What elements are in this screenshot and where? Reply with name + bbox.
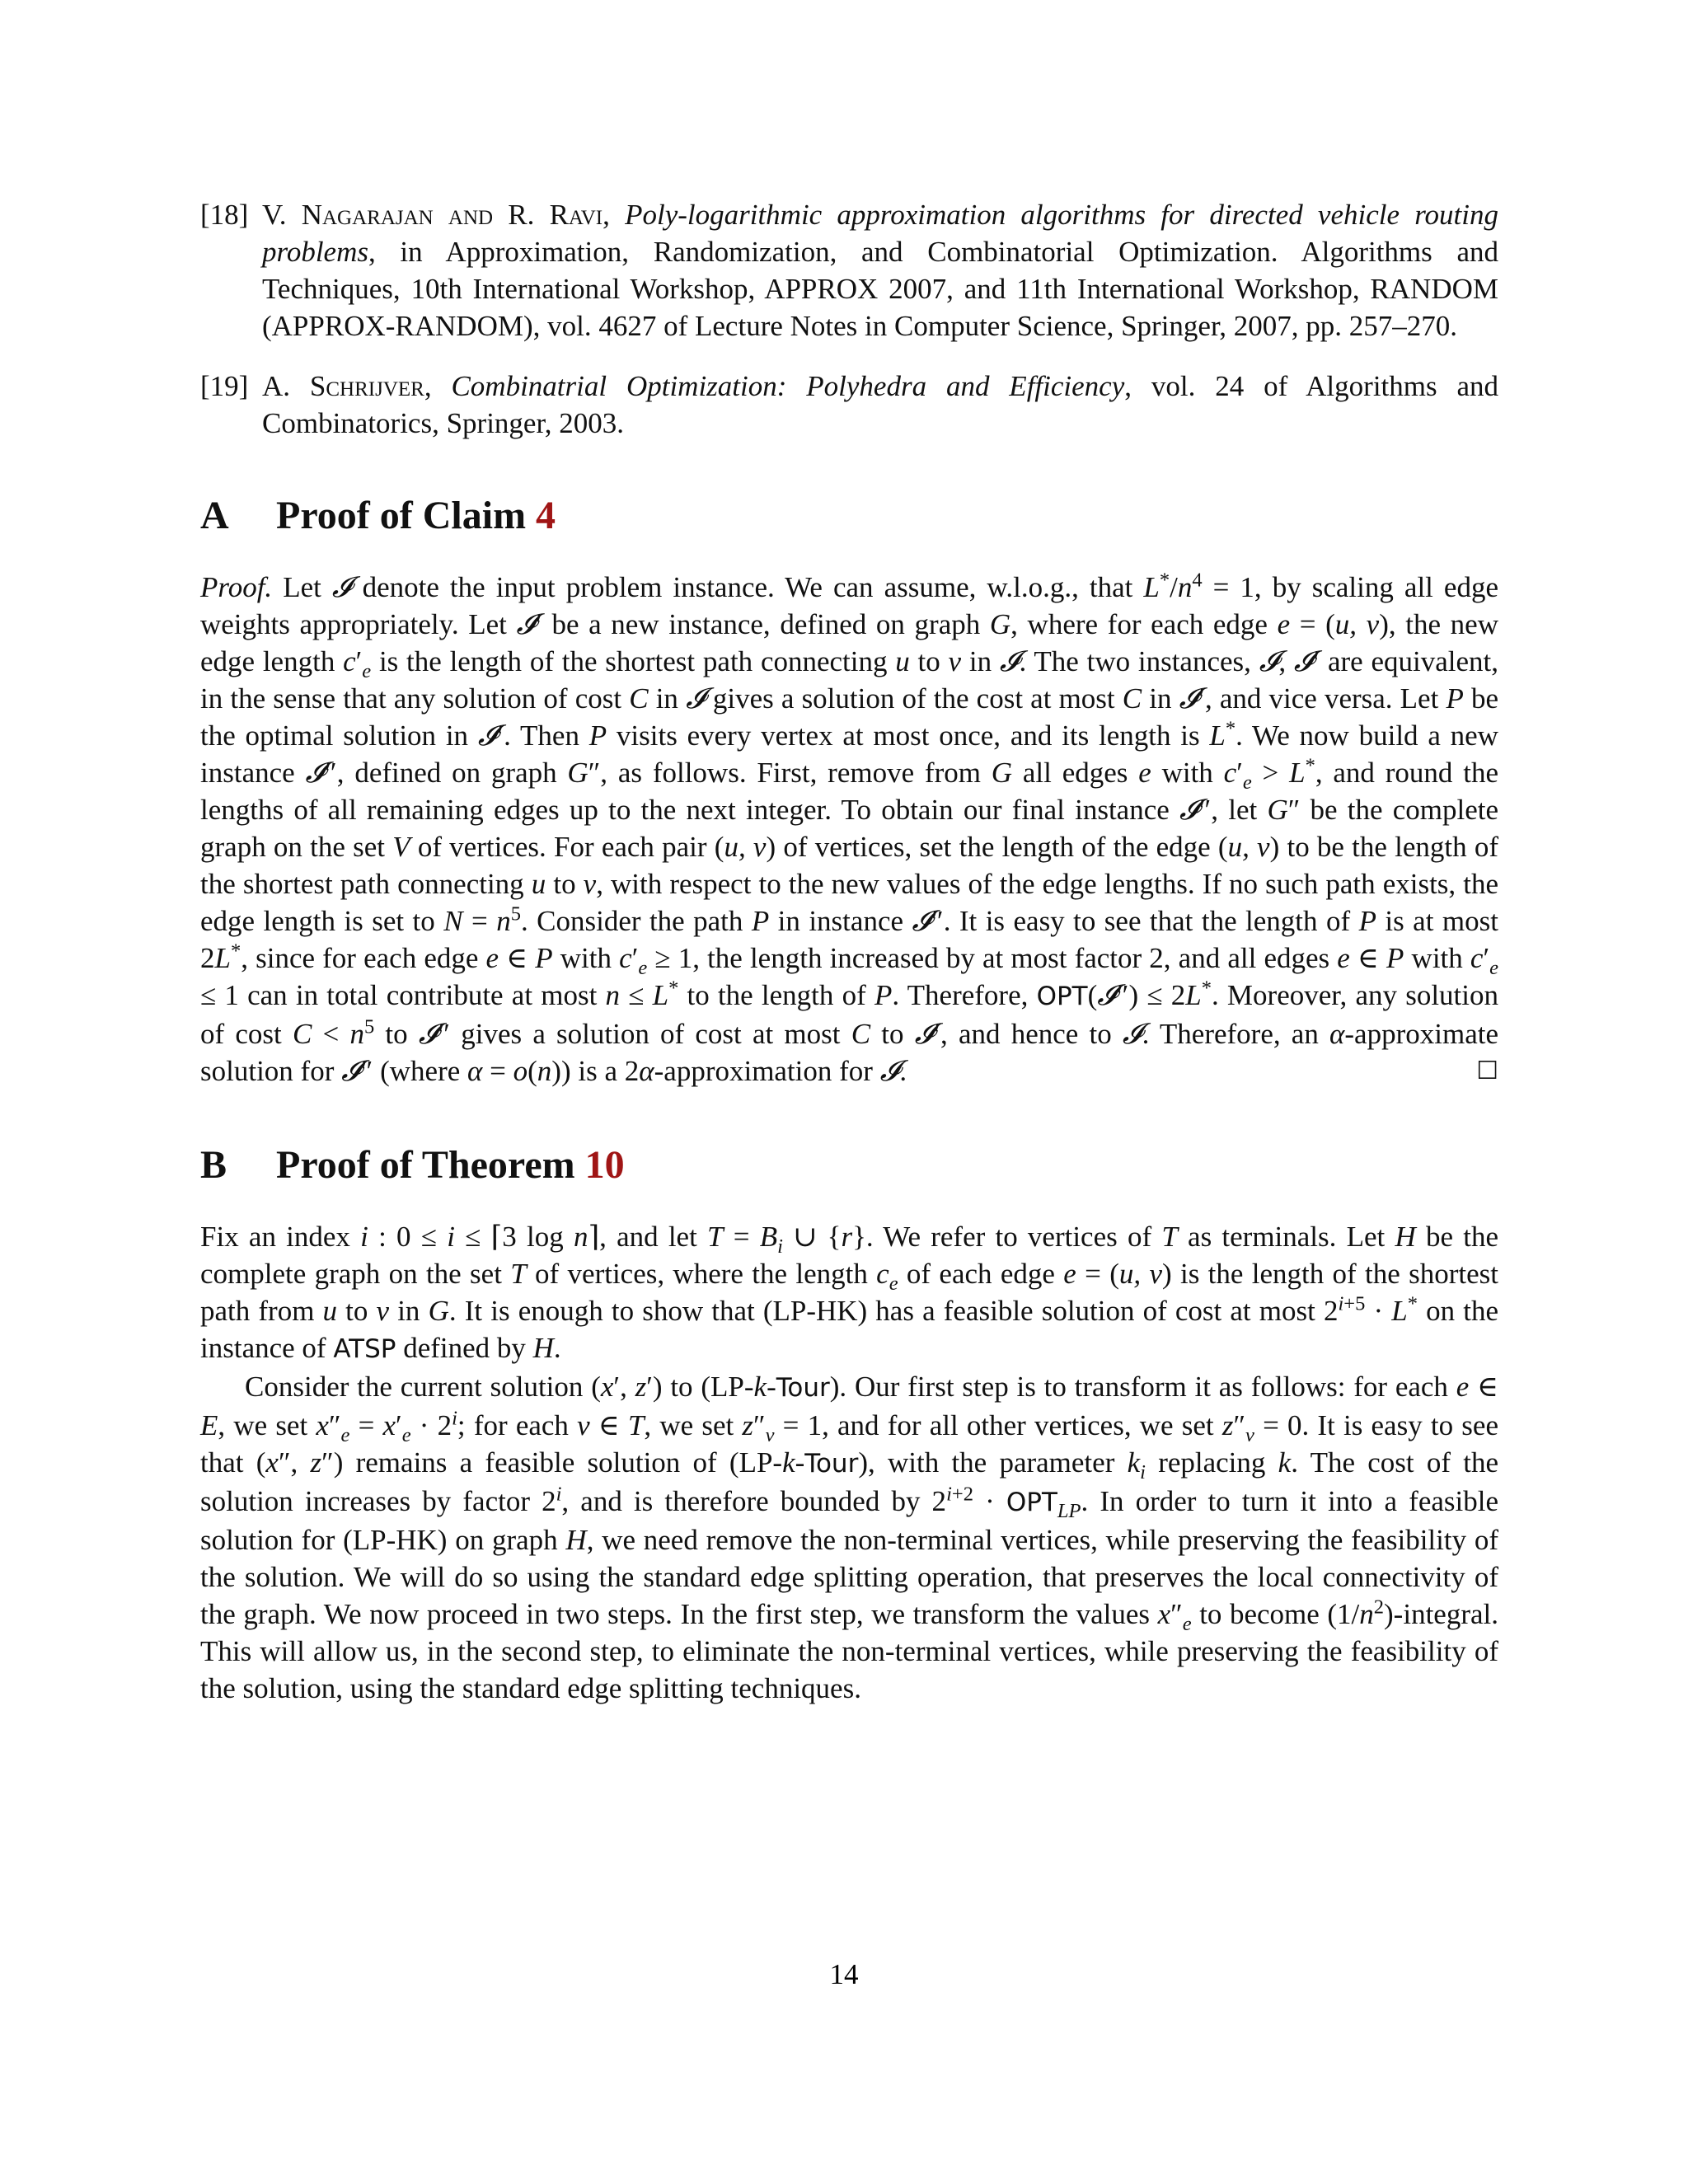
qed-box-icon: ☐: [1476, 1057, 1498, 1085]
reference-title: Poly-logarithmic approximation algorithms for directed vehicle routing problems: [262, 199, 1498, 268]
reference-venue: , vol. 24 of Algorithms and Combinatorics, Springer, 2003.: [262, 370, 1499, 439]
reference-number: [18]: [200, 199, 249, 231]
section-b-paragraph-2: Consider the current solution (x′, z′) to (LP-k-Tour). Our first step is to transform it as follows: for each e ∈ E, we set $x''_e = x'_e \cdot 2^i$; for each v ∈ T, we set $z''_v = 1$, and for all other vertices, we set $z''_v = 0$. It is easy to see that (x″, z″) remains a feasible solution of (LP-k-Tour), with the parameter $k_i$ replacing k. The cost of the solution increases by factor 2$^i$, and is therefore bounded by $2^{i+2} \cdot OPT_{LP}$. In order to turn it into a feasible solution for (LP-HK) on graph H, we need remove the non-terminal vertices, while preserving the feasibility of the solution. We will do so using the standard edge splitting operation, that preserves the local connectivity of the graph. We now proceed in two steps. In the first step, we transform the values $x''_e$ to become $(1/n^2)$-integral. This will allow us, in the second step, to eliminate the non-terminal vertices, while preserving the feasibility of the solution, using the standard edge splitting techniques.: [200, 1371, 1499, 1704]
section-letter: A: [200, 494, 229, 537]
proof-label: Proof.: [200, 571, 273, 603]
reference-title: Combinatrial Optimization: Polyhedra and Efficiency: [451, 370, 1125, 402]
section-b-heading: [200, 1142, 1498, 1188]
claim-link[interactable]: 4: [536, 494, 556, 537]
reference-authors: V. Nagarajan and R. Ravi: [262, 199, 603, 231]
section-letter: B: [200, 1143, 227, 1187]
page-number: 14: [829, 1958, 859, 1990]
reference-19: [19] A. Schrijver, Combinatrial Optimization: Polyhedra and Efficiency, vol. 24 of Algorithms and Combinatorics, Springer, 2003.: [200, 368, 1498, 442]
reference-authors: A. Schrijver: [262, 370, 424, 402]
page-content: [200, 196, 1498, 1707]
section-title: Proof of Theorem: [276, 1143, 585, 1187]
reference-venue: , in Approximation, Randomization, and Combinatorial Optimization. Algorithms and Techniques, 10th International Workshop, APPROX 2007, and 11th International Workshop, RANDOM (APPROX-RANDOM), vol. 4627 of Lecture Notes in Computer Science, Springer, 2007, pp. 257–270.: [262, 236, 1498, 342]
proof-paragraph: Proof. Let 𝓘 denote the input problem instance. We can assume, w.l.o.g., that $L^*/n^4 = 1$, by scaling all edge weights appropriately. Let 𝓘′ be a new instance, defined on graph G, where for each edge e = (u, v), the new edge length $c'_e$ is the length of the shortest path connecting u to v in 𝓘. The two instances, 𝓘, 𝓘′ are equivalent, in the sense that any solution of cost C in 𝓘 gives a solution of the cost at most C in 𝓘′, and vice versa. Let P be the optimal solution in 𝓘′. Then P visits every vertex at most once, and its length is L*. We now build a new instance 𝓘″, defined on graph G″, as follows. First, remove from G all edges e with $c'_e > L^*$, and round the lengths of all remaining edges up to the next integer. To obtain our final instance 𝓘″, let G″ be the complete graph on the set V of vertices. For each pair (u, v) of vertices, set the length of the edge (u, v) to be the length of the shortest path connecting u to v, with respect to the new values of the edge lengths. If no such path exists, the edge length is set to $N = n^5$. Consider the path P in instance 𝓘″. It is easy to see that the length of P is at most 2L*, since for each edge e ∈ P with $c'_e \ge 1$, the length increased by at most factor 2, and all edges e ∈ P with $c'_e \le 1$ can in total contribute at most n ≤ L* to the length of P. Therefore, OPT(𝓘″) ≤ 2L*. Moreover, any solution of cost $C < n^5$ to 𝓘″ gives a solution of cost at most C to 𝓘′, and hence to 𝓘. Therefore, an α-approximate solution for 𝓘″ (where α = o(n)) is a 2α-approximation for 𝓘. ☐: [200, 569, 1498, 1090]
reference-number: [19]: [200, 370, 249, 402]
reference-18: [18] V. Nagarajan and R. Ravi, Poly-logarithmic approximation algorithms for directed vehicle routing problems, in Approximation, Randomization, and Combinatorial Optimization. Algorithms and Techniques, 10th International Workshop, APPROX 2007, and 11th International Workshop, RANDOM (APPROX-RANDOM), vol. 4627 of Lecture Notes in Computer Science, Springer, 2007, pp. 257–270.: [200, 196, 1498, 344]
section-title: Proof of Claim: [276, 494, 537, 537]
section-b-paragraph-1: Fix an index i : 0 ≤ i ≤ ⌈3 log n⌉, and let $T = B_i$ ∪ {r}. We refer to vertices of T as terminals. Let H be the complete graph on the set T of vertices, where the length $c_e$ of each edge e = (u, v) is the length of the shortest path from u to v in G. It is enough to show that (LP-HK) has a feasible solution of cost at most $2^{i+5} \cdot L^*$ on the instance of ATSP defined by H.: [200, 1221, 1499, 1364]
section-a-heading: [200, 493, 1498, 539]
theorem-link[interactable]: 10: [584, 1143, 625, 1187]
